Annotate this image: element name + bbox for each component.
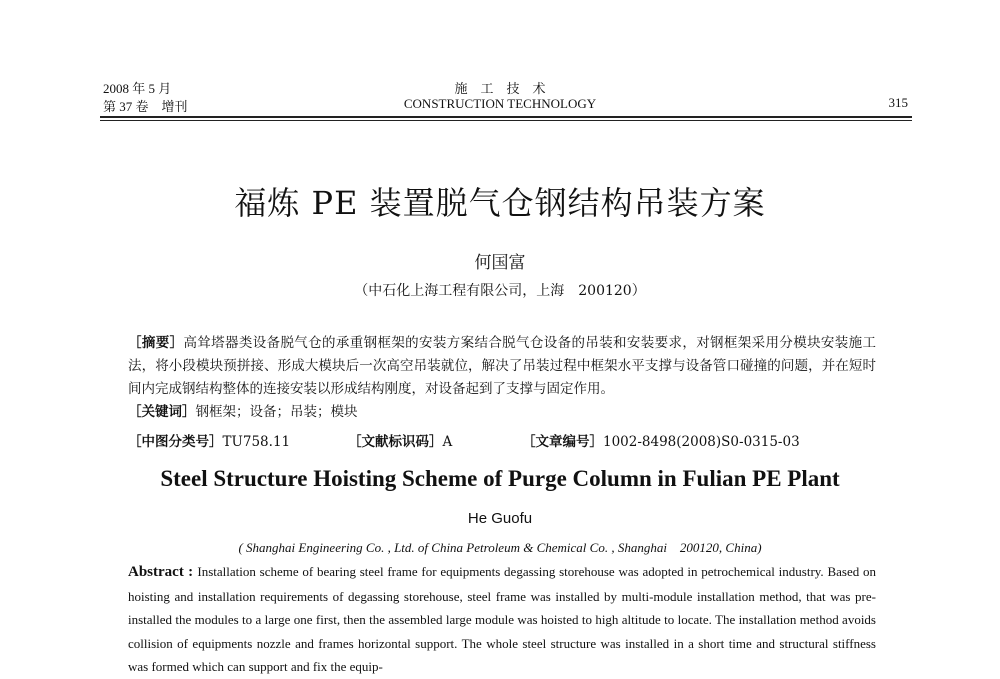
article-title-cn: 福炼 PE 装置脱气仓钢结构吊装方案 <box>234 184 766 222</box>
author-en: He Guofu <box>467 510 533 527</box>
clc-label: ［中图分类号］ <box>128 434 223 450</box>
abstract-en <box>128 560 876 679</box>
journal-title-en: CONSTRUCTION TECHNOLOGY <box>403 96 597 111</box>
clc-value: TU758.11 <box>222 434 291 450</box>
author-cn: 何国富 <box>474 253 526 273</box>
article-number <box>522 430 800 450</box>
volume-info: 第 37 卷 增刊 <box>103 99 188 114</box>
clc-number <box>128 430 290 450</box>
page-number: 315 <box>888 95 908 110</box>
affiliation-cn: （中石化上海工程有限公司，上海 200120） <box>354 283 646 299</box>
abstract-en-label: Abstract <box>128 564 184 580</box>
keywords-cn <box>128 401 876 424</box>
keywords-cn-label: ［关键词］ <box>128 404 196 420</box>
abstract-cn-text: 高耸塔器类设备脱气仓的承重钢框架的安装方案结合脱气仓设备的吊装和安装要求，对钢框架采用分模块安装施工法，将小段模块预拼接、形成大模块后一次高空吊装就位，解决了吊装过程中框架水平支撑与设备管口碰撞的问题，并在短时间内完成钢结构整体的连接安装以形成结构刚度，对设备起到了支撑与固定作用。 <box>128 335 877 397</box>
abstract-cn <box>128 332 876 424</box>
document-code <box>348 430 452 450</box>
article-number-label: ［文章编号］ <box>522 434 603 450</box>
article-title-en: Steel Structure Hoisting Scheme of Purge Column in Fulian PE Plant <box>160 466 840 491</box>
affiliation-en: ( Shanghai Engineering Co. , Ltd. of China Petroleum & Chemical Co. , Shanghai 200120, China) <box>238 540 762 555</box>
article-number-value: 1002-8498(2008)S0-0315-03 <box>603 434 800 450</box>
keywords-cn-text: 钢框架；设备；吊装；模块 <box>195 404 358 420</box>
abstract-en-colon: : <box>183 564 198 580</box>
doc-code-label: ［文献标识码］ <box>348 434 443 450</box>
abstract-cn-label: ［摘要］ <box>128 335 184 351</box>
header-rule-thick <box>100 116 912 118</box>
doc-code-value: A <box>442 434 453 450</box>
abstract-en-text: Installation scheme of bearing steel frame for equipments degassing storehouse was adopted in petrochemical industry. Based on hoisting and installation requirements of degassing storehouse, steel frame was installed by multi-module installation method, that was pre-installed the modules to a large one first, then the assembled large module was hoisted to high altitude to locate. The installation method avoids collision of equipments nozzle and frames horizontal support. The whole steel structure was installed in a short time and structural stiffness was formed which can support and fix the equip- <box>128 564 876 674</box>
issue-date: 2008 年 5 月 <box>103 81 172 96</box>
header-rule-thin <box>100 120 912 121</box>
journal-title-cn: 施 工 技 术 <box>454 81 546 96</box>
